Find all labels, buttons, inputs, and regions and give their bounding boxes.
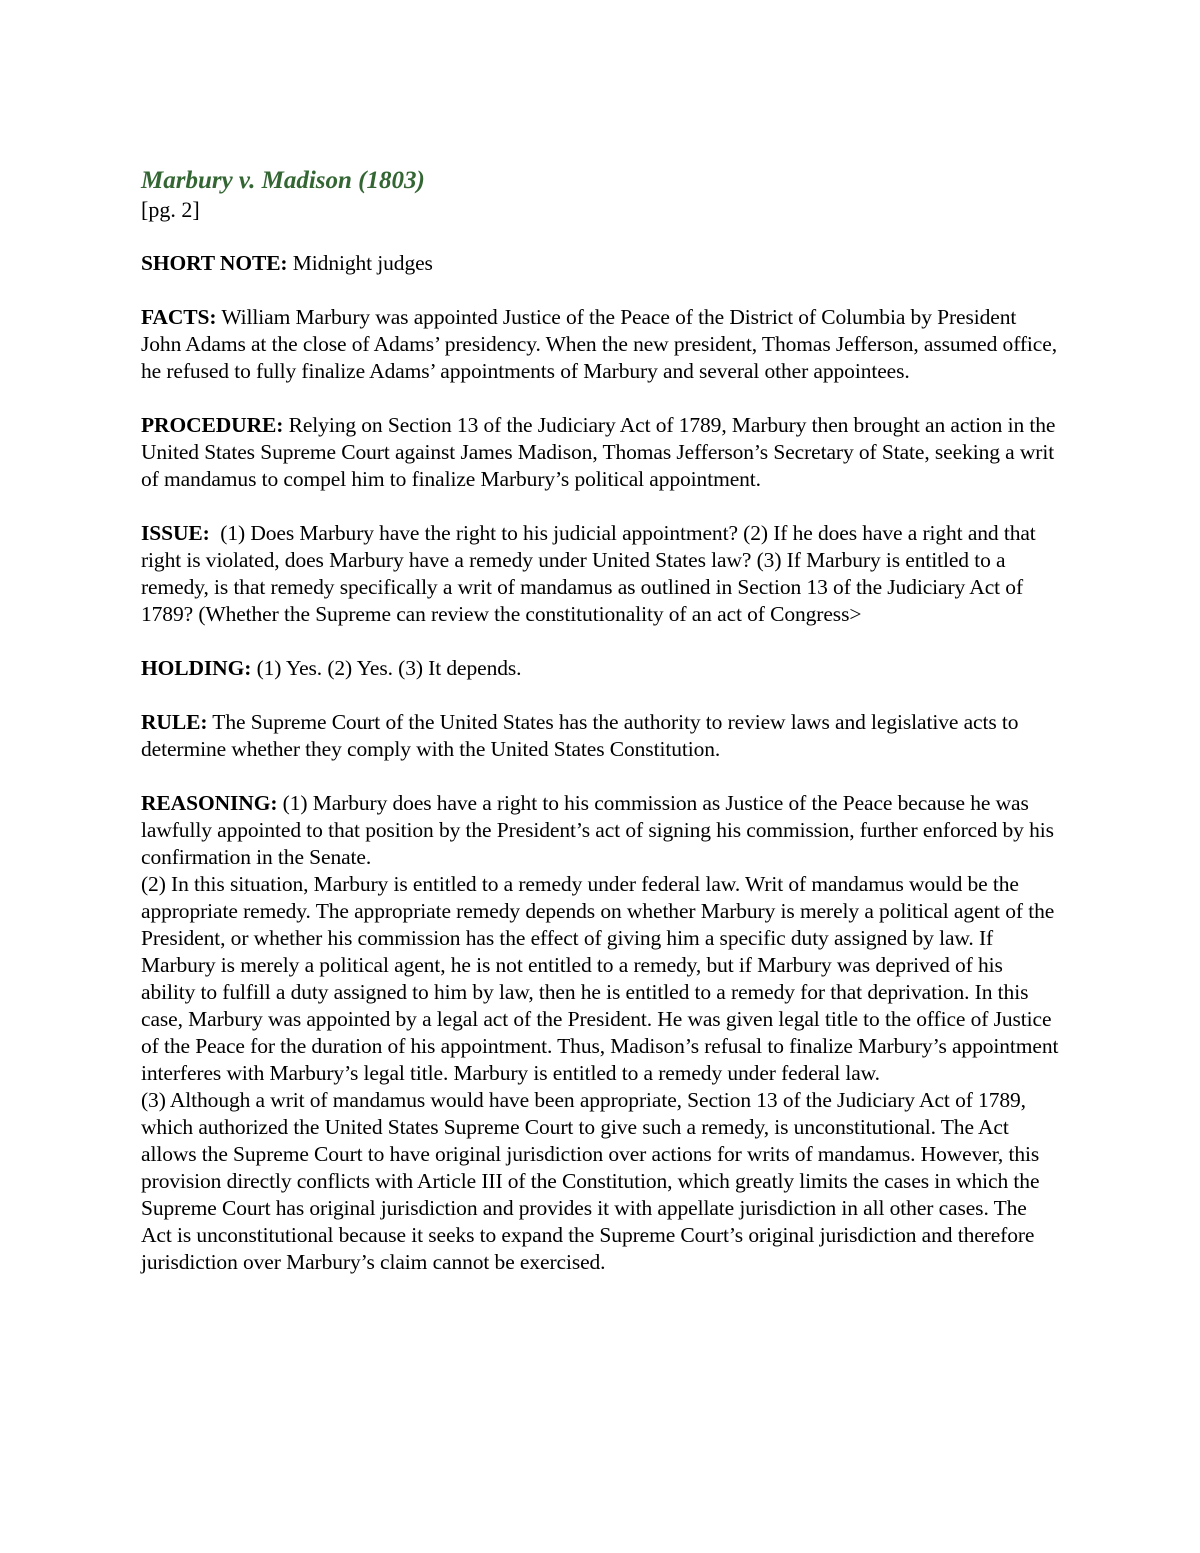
page-reference: [pg. 2] (141, 197, 200, 222)
rule-text: The Supreme Court of the United States has the authority to review laws and legislative acts to determine whether they comply with the United States Constitution. (141, 710, 1019, 761)
reasoning-paragraph-3: (3) Although a writ of mandamus would have been appropriate, Section 13 of the Judiciary Act of 1789, which authorized the United States Supreme Court to give such a remedy, is unconstitutional. The Act allows the Supreme Court to have original jurisdiction over actions for writs of mandamus. However, this provision directly conflicts with Article III of the Constitution, which greatly limits the cases in which the Supreme Court has original jurisdiction and provides it with appellate jurisdiction in all other cases. The Act is unconstitutional because it seeks to expand the Supreme Court’s original jurisdiction and therefore jurisdiction over Marbury’s claim cannot be exercised. (141, 1088, 1040, 1274)
reasoning-text-1: (1) Marbury does have a right to his commission as Justice of the Peace because he was lawfully appointed to that position by the President’s act of signing his commission, further enforced by his confirmation in the Senate. (141, 791, 1054, 869)
rule-section (141, 709, 1061, 763)
rule-label: RULE: (141, 710, 208, 734)
case-title: Marbury v. Madison (1803) (141, 167, 425, 194)
issue-text: (1) Does Marbury have the right to his judicial appointment? (2) If he does have a right and that right is violated, does Marbury have a remedy under United States law? (3) If Marbury is entitled to a remedy, is that remedy specifically a writ of mandamus as outlined in Section 13 of the Judiciary Act of 1789? (Whether the Supreme can review the constitutionality of an act of Congress> (141, 521, 1041, 626)
facts-label: FACTS: (141, 305, 217, 329)
document-page (141, 166, 1061, 1276)
procedure-text: Relying on Section 13 of the Judiciary Act of 1789, Marbury then brought an action in the United States Supreme Court against James Madison, Thomas Jefferson’s Secretary of State, seeking a writ of mandamus to compel him to finalize Marbury’s political appointment. (141, 413, 1056, 491)
reasoning-label: REASONING: (141, 791, 278, 815)
procedure-section (141, 412, 1061, 493)
holding-text: (1) Yes. (2) Yes. (3) It depends. (251, 656, 522, 680)
issue-section (141, 520, 1061, 628)
reasoning-paragraph-1 (141, 790, 1061, 871)
short-note-label: SHORT NOTE: (141, 251, 288, 275)
holding-section (141, 655, 1061, 682)
facts-text: William Marbury was appointed Justice of the Peace of the District of Columbia by President John Adams at the close of Adams’ presidency. When the new president, Thomas Jefferson, assumed office, he refused to fully finalize Adams’ appointments of Marbury and several other appointees. (141, 305, 1057, 383)
reasoning-section (141, 790, 1061, 1276)
short-note-text: Midnight judges (287, 251, 433, 275)
holding-label: HOLDING: (141, 656, 252, 680)
issue-label: ISSUE: (141, 521, 210, 545)
reasoning-paragraph-2: (2) In this situation, Marbury is entitled to a remedy under federal law. Writ of mandamus would be the appropriate remedy. The appropriate remedy depends on whether Marbury is merely a political agent of the President, or whether his commission has the effect of giving him a specific duty assigned by law. If Marbury is merely a political agent, he is not entitled to a remedy, but if Marbury was deprived of his ability to fulfill a duty assigned to him by law, then he is entitled to a remedy for that deprivation. In this case, Marbury was appointed by a legal act of the President. He was given legal title to the office of Justice of the Peace for the duration of his appointment. Thus, Madison’s refusal to finalize Marbury’s appointment interferes with Marbury’s legal title. Marbury is entitled to a remedy under federal law. (141, 872, 1059, 1085)
facts-section (141, 304, 1061, 385)
short-note-section (141, 250, 1061, 277)
procedure-label: PROCEDURE: (141, 413, 284, 437)
